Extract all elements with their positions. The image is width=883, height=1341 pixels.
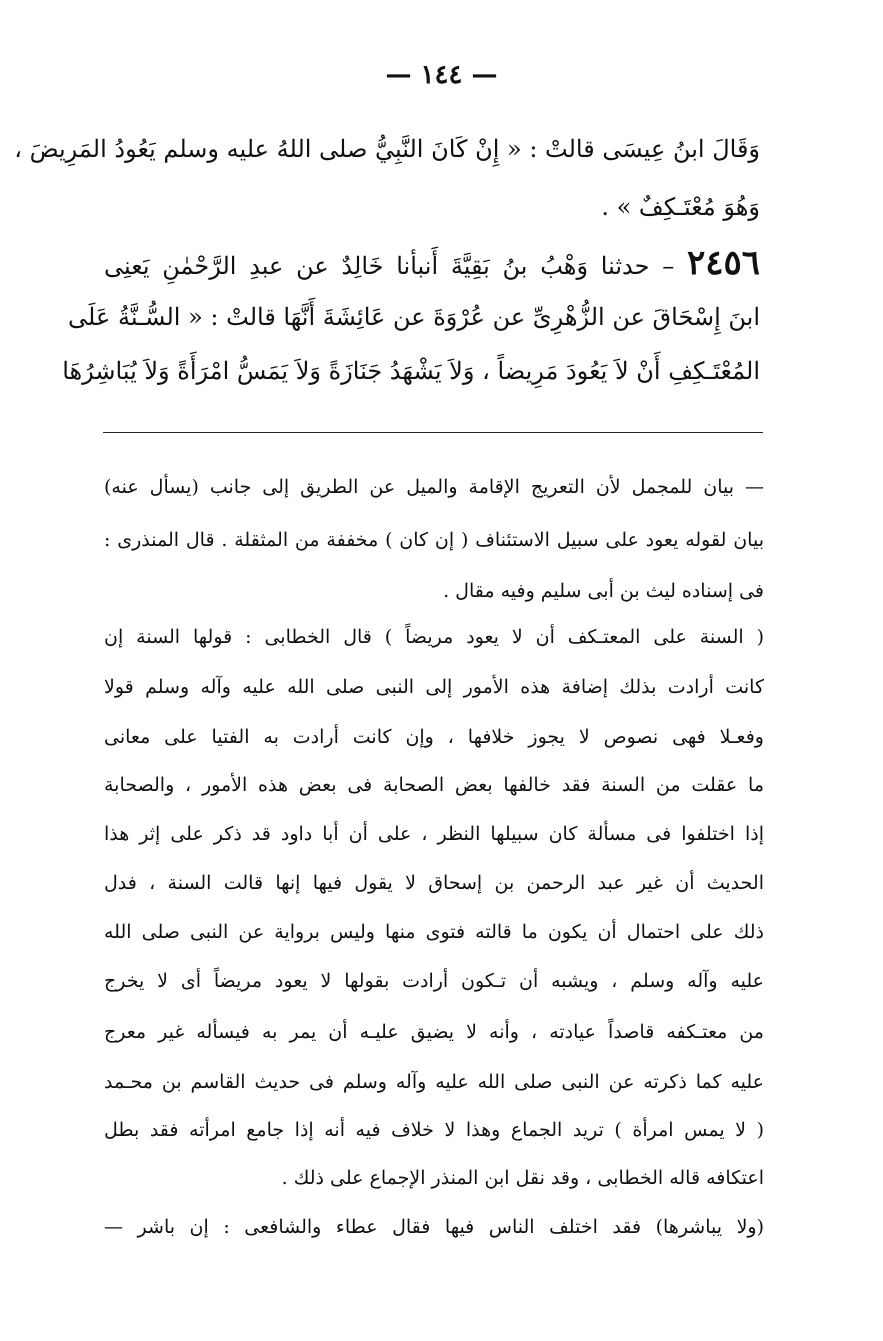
commentary-line: ما عقلت من السنة فقد خالفها بعض الصحابة فى بعض هذه الأمور ، والصحابة [104, 774, 764, 796]
commentary-line: (ولا يباشرها) فقد اختلف الناس فيها فقال عطاء والشافعى : إن باشر — [104, 1216, 764, 1238]
main-text-line: المُعْتَـكِفِ أَنْ لاَ يَعُودَ مَرِيضاً ، وَلاَ يَشْهَدُ جَنَازَةً وَلاَ يَمَسُّ امْرَأَةً وَلاَ يُبَاشِرُهَا [62, 357, 760, 385]
commentary-line: — بيان للمجمل لأن التعريج الإقامة والميل عن الطريق إلى جانب (يسأل عنه) [104, 476, 764, 498]
commentary-line: عليه كما ذكرته عن النبى صلى الله عليه وآله وسلم فى حديث القاسم بن محـمد [104, 1071, 764, 1093]
commentary-line: الحديث أن غير عبد الرحمن بن إسحاق لا يقول فيها إنها قالت السنة ، فدل [104, 872, 764, 894]
commentary-line: ( السنة على المعتـكف أن لا يعود مريضاً ) قال الخطابى : قولها السنة إن [104, 626, 764, 648]
commentary-line: بيان لقوله يعود على سبيل الاستئناف ( إن كان ) مخففة من المثقلة . قال المنذرى : [104, 529, 764, 551]
main-text-segment: – حدثنا وَهْبُ بنُ بَقِيَّةَ أَنبأنا خَالِدٌ عن عبدِ الرَّحْمٰنِ يَعنِى [104, 252, 675, 280]
main-text-line: وَهُوَ مُعْتَـكِفٌ » . [601, 193, 760, 221]
commentary-line: فى إسناده ليث بن أبى سليم وفيه مقال . [443, 580, 764, 602]
main-text-line: وَقَالَ ابنُ عِيسَى قالتْ : « إِنْ كَانَ النَّبِيُّ صلى اللهُ عليه وسلم يَعُودُ المَرِيضَ ، [14, 135, 760, 163]
commentary-line: وفعـلا فهى نصوص لا يجوز خلافها ، وإن كانت أرادت به الفتيا على معانى [104, 726, 764, 748]
footnote-divider [103, 432, 763, 433]
main-text-line: ابنَ إِسْحَاقَ عن الزُّهْرِىِّ عن عُرْوَةَ عن عَائِشَةَ أَنَّهَا قالتْ : « السُّـنَّةُ عَلَى [68, 303, 760, 331]
commentary-line: ذلك على احتمال أن يكون ما قالته فتوى منها وليس برواية عن النبى صلى الله [104, 921, 764, 943]
commentary-line: اعتكافه قاله الخطابى ، وقد نقل ابن المنذر الإجماع على ذلك . [281, 1167, 764, 1189]
page-number: — ١٤٤ — [385, 60, 498, 90]
main-text-line [104, 243, 760, 286]
hadith-number: ٢٤٥٦ [686, 243, 760, 283]
commentary-line: ( لا يمس امرأة ) تريد الجماع وهذا لا خلاف فيه أنه إذا جامع امرأته فقد بطل [104, 1119, 764, 1141]
commentary-line: إذا اختلفوا فى مسألة كان سبيلها النظر ، على أن أبا داود قد ذكر على إثر هذا [104, 823, 764, 845]
commentary-line: من معتـكفه قاصداً عيادته ، وأنه لا يضيق عليـه أن يمر به فيسأله غير معرج [104, 1021, 764, 1043]
commentary-line: عليه وآله وسلم ، ويشبه أن تـكون أرادت بقولها لا يعود مريضاً أى لا يخرج [104, 970, 764, 992]
commentary-line: كانت أرادت بذلك إضافة هذه الأمور إلى النبى صلى الله عليه وآله وسلم قولا [104, 676, 764, 698]
